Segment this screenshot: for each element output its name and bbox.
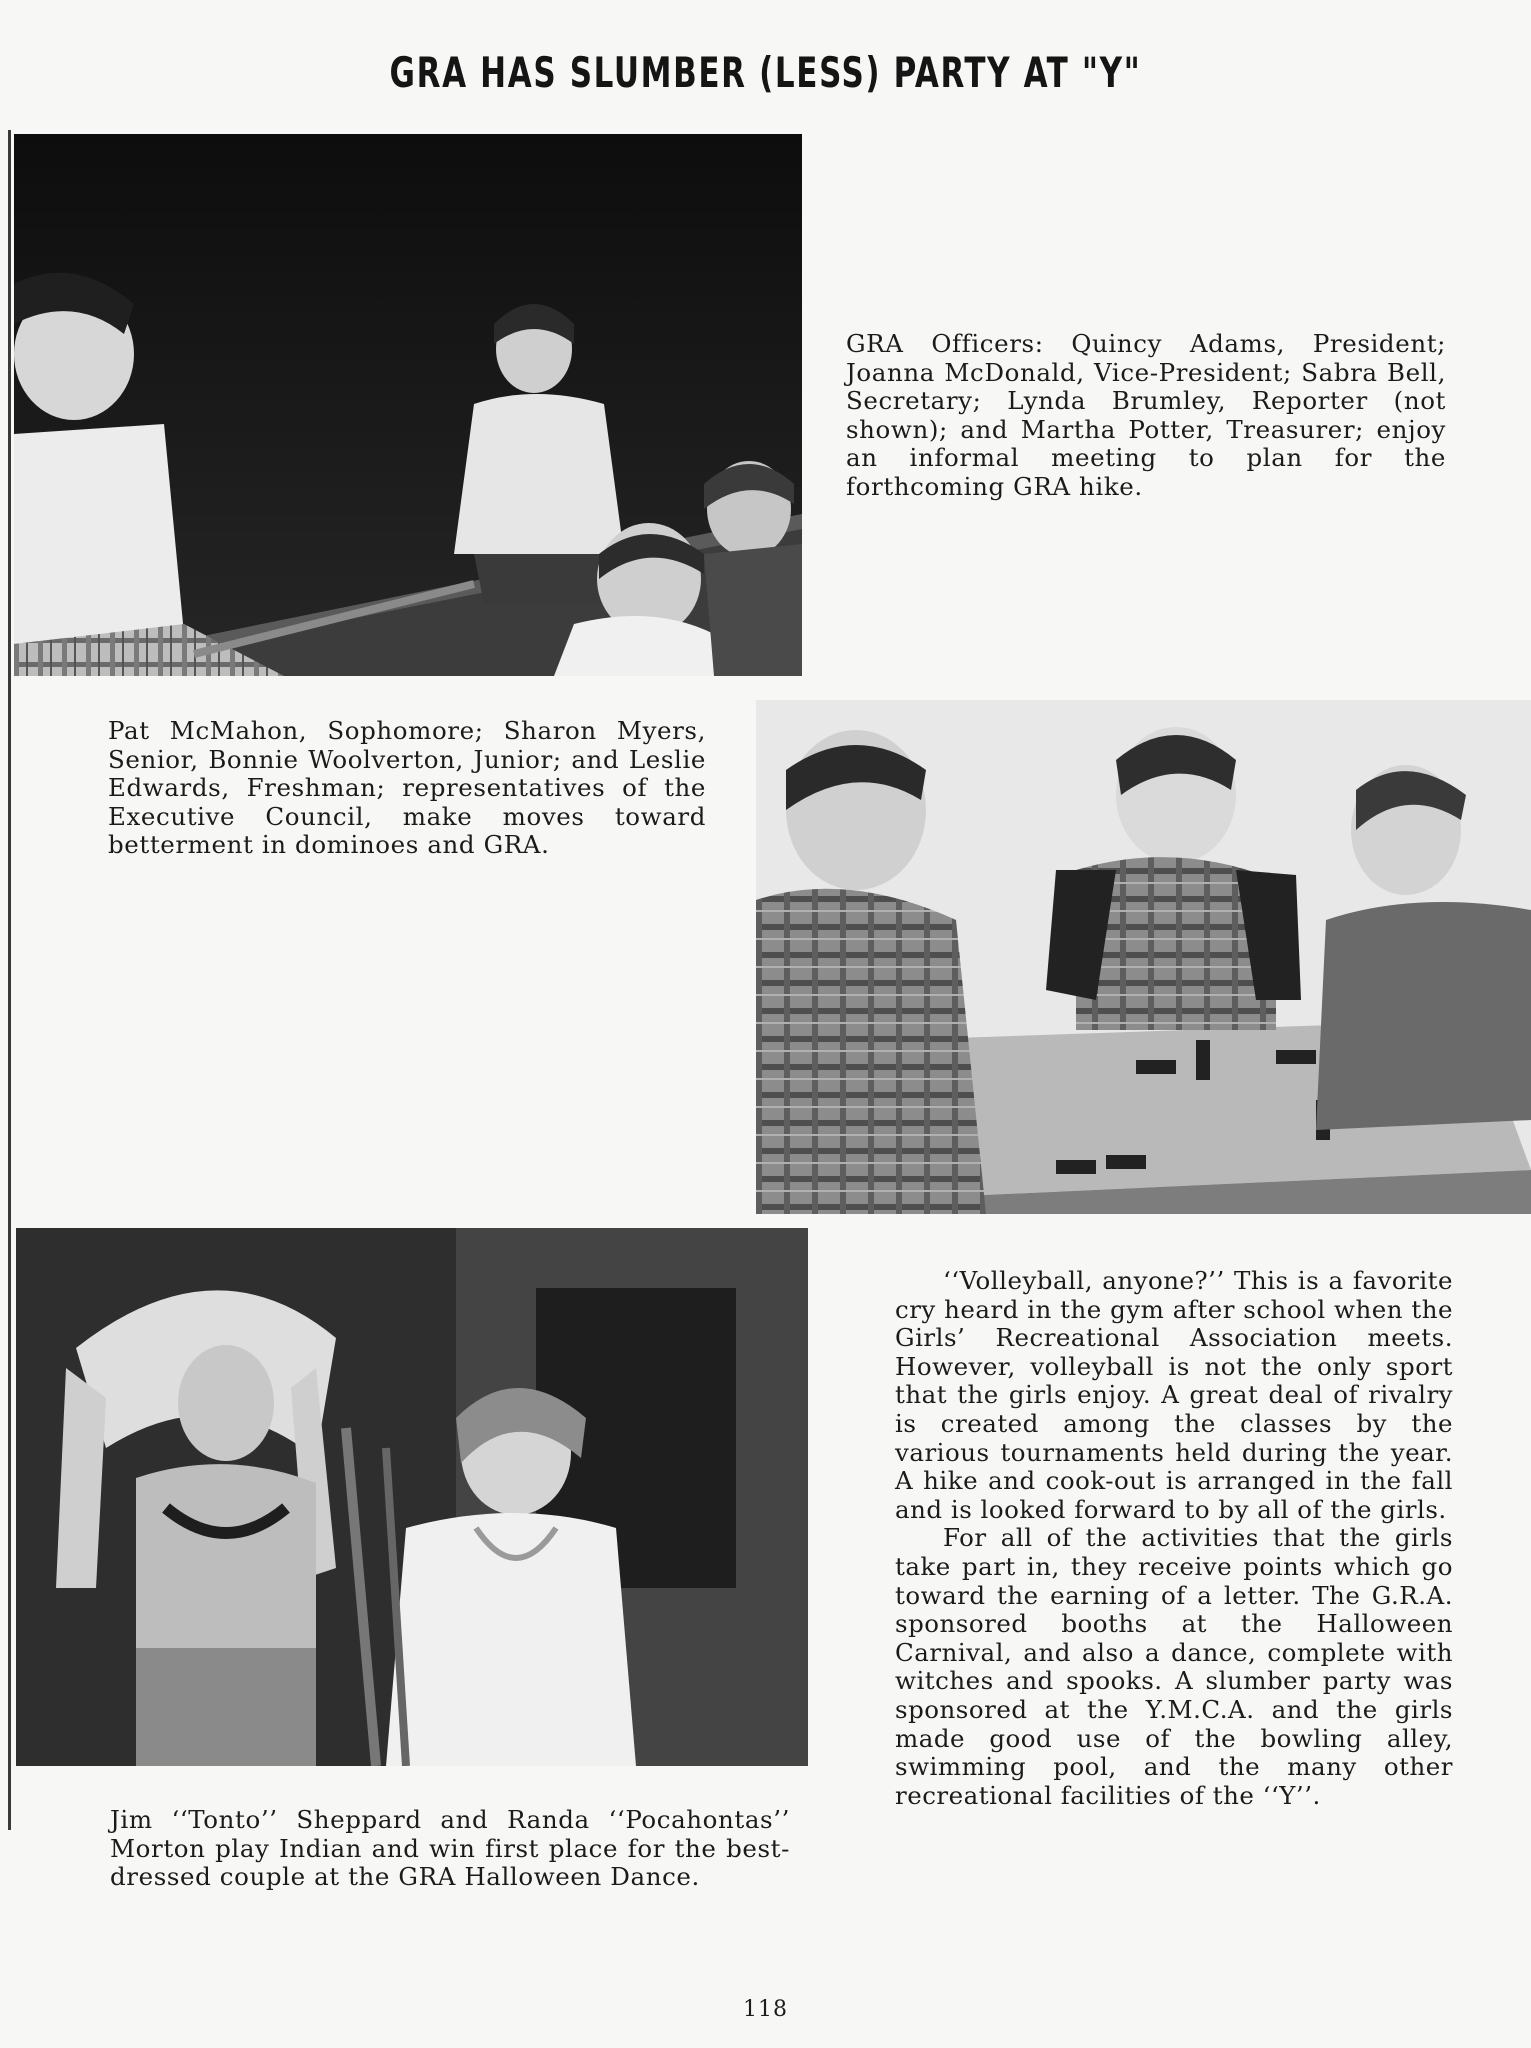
article-paragraph: For all of the activities that the girls take part in, they receive points which go toward the earning of a letter. The G.R.A. sponsored booths at the Halloween Carnival, and also a dance, complete with witches and spooks. A slumber party was sponsored at the Y.M.C.A. and the girls made good use of the bowling alley, swimming pool, and the many other recreational facilities of the ‘‘Y’’. [895,1523,1453,1810]
halloween-caption: Jim ‘‘Tonto’’ Sheppard and Randa ‘‘Pocahontas’’ Morton play Indian and win first place for the best-dressed couple at the GRA Halloween Dance. [110,1805,790,1891]
dominoes-photo [756,700,1531,1214]
article-body [895,1267,1453,1810]
officers-caption: GRA Officers: Quincy Adams, President; Joanna McDonald, Vice-President; Sabra Bell, Secretary; Lynda Brumley, Reporter (not shown); and Martha Potter, Treasurer; enjoy an informal meeting to plan for the forthcoming GRA hike. [846,329,1446,501]
dominoes-caption: Pat McMahon, Sophomore; Sharon Myers, Senior, Bonnie Woolverton, Junior; and Leslie Edwards, Freshman; representatives of the Executive Council, make moves toward betterment in dominoes and GRA. [108,716,706,859]
photo-icon [14,134,802,676]
page-edge-line [8,130,11,1830]
halloween-photo [16,1228,808,1766]
photo-icon [16,1228,808,1766]
officers-photo [14,134,802,676]
page-title: GRA HAS SLUMBER (LESS) PARTY AT "Y" [389,48,1142,97]
page-number: 118 [743,1997,788,2022]
article-paragraph: ‘‘Volleyball, anyone?’’ This is a favorite cry heard in the gym after school when the Girls’ Recreational Association meets. However, volleyball is not the only sport that the girls enjoy. A great deal of rivalry is created among the classes by the various tournaments held during the year. A hike and cook-out is arranged in the fall and is looked forward to by all of the girls. [895,1266,1453,1524]
photo-icon [756,700,1531,1214]
